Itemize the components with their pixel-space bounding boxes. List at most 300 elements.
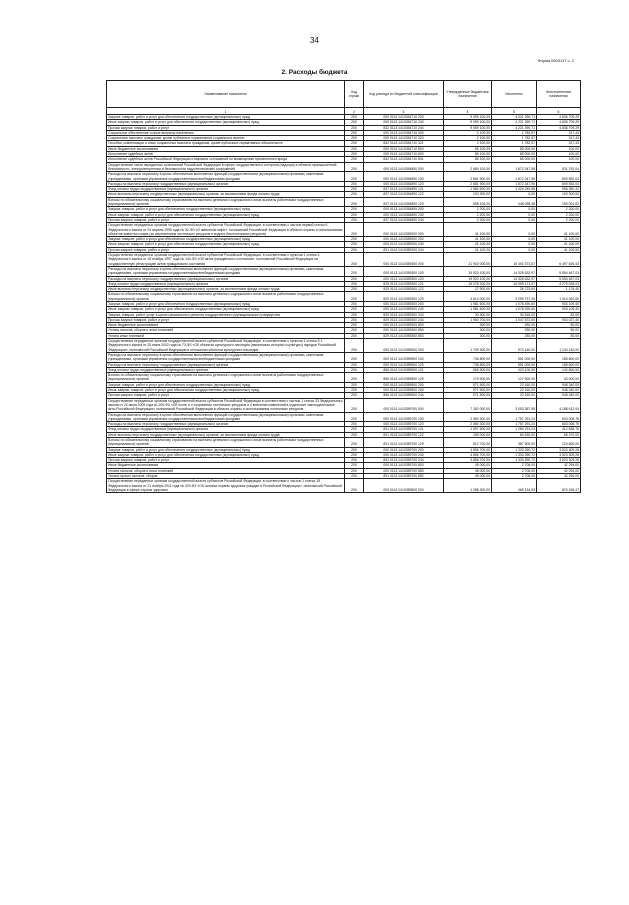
- cell-line-code: 200: [345, 323, 364, 328]
- cell-unexecuted: 100,00: [537, 157, 581, 162]
- column-number: 5: [492, 108, 537, 115]
- cell-budget-code: 856 0113 1410359500 121: [364, 367, 444, 372]
- cell-line-code: 200: [345, 474, 364, 479]
- cell-line-code: 200: [345, 172, 364, 182]
- cell-line-code: 200: [345, 432, 364, 437]
- header-unexecuted-appropriations: Неисполненные назначения: [537, 81, 581, 108]
- cell-budget-code: 829 0113 1410359300 244: [364, 317, 444, 322]
- table-row: [107, 412, 581, 422]
- cell-indicator-name: Уплата налогов, сборов и иных платежей: [107, 468, 345, 473]
- cell-line-code: 200: [345, 146, 364, 151]
- cell-approved: 1 709 300,00: [444, 339, 492, 353]
- cell-executed: 574 160,00: [492, 339, 537, 353]
- cell-line-code: 200: [345, 242, 364, 247]
- cell-executed: 2 706,00: [492, 474, 537, 479]
- cell-indicator-name: Закупка товаров, работ и услуг для обеспечения государственных (муниципальных) нужд: [107, 115, 345, 120]
- cell-indicator-name: Прочая закупка товаров, работ и услуг: [107, 247, 345, 252]
- cell-unexecuted: 185 800,00: [537, 352, 581, 362]
- cell-line-code: 200: [345, 266, 364, 276]
- cell-line-code: 200: [345, 393, 364, 398]
- cell-executed: 1 757 291,24: [492, 422, 537, 427]
- column-number: 4: [444, 108, 492, 115]
- cell-budget-code: 000 0113 1410359800 000: [364, 479, 444, 493]
- cell-indicator-name: Закупка товаров, работ и услуг для обеспечения государственных (муниципальных) нужд: [107, 301, 345, 306]
- cell-unexecuted: 317,43: [537, 136, 581, 141]
- cell-indicator-name: Иные выплаты персоналу государственных (муниципальных) органов, за исключением фонда оплаты труда: [107, 192, 345, 197]
- cell-budget-code: 856 0113 1410359500 129: [364, 373, 444, 383]
- cell-budget-code: 000 0113 1410359500 000: [364, 339, 444, 353]
- cell-indicator-name: Расходы на выплаты персоналу государственных (муниципальных) органов: [107, 422, 345, 427]
- cell-budget-code: 829 0113 1410359300 129: [364, 292, 444, 302]
- cell-executed: 0,00: [492, 223, 537, 237]
- cell-unexecuted: 948 340,00: [537, 393, 581, 398]
- cell-unexecuted: 903 027,40: [537, 317, 581, 322]
- cell-indicator-name: Расходы на выплаты персоналу в целях обеспечения выполнения функций государственными (муниципальными) органами, казенными учреждениями, органами управления государственными внебюджетными фондами: [107, 266, 345, 276]
- cell-budget-code: 000 0113 1410359700 100: [364, 412, 444, 422]
- cell-approved: 1 288 300,00: [444, 479, 492, 493]
- cell-indicator-name: Осуществление переданных органам государственной власти субъектов Российской Федерации, в соответствии с пунктом 1 статьи 4 Федерального закона от 15 ноября 1997 года № 143-ФЗ «Об актах гражданского состояния», полномочий Российской Федерации на государственную регистрацию актов гражданского состояния: [107, 253, 345, 267]
- cell-budget-code: 832 0113 1410354710 244: [364, 125, 444, 130]
- cell-line-code: 200: [345, 479, 364, 493]
- cell-executed: 1 333 390,72: [492, 447, 537, 452]
- cell-unexecuted: 2 200,00: [537, 207, 581, 212]
- cell-approved: 1 981 600,00: [444, 301, 492, 306]
- cell-budget-code: 829 0113 1410359300 243: [364, 312, 444, 317]
- cell-indicator-name: Прочая закупка товаров, работ и услуг: [107, 317, 345, 322]
- table-header-row: [107, 81, 581, 108]
- cell-line-code: 200: [345, 352, 364, 362]
- cell-unexecuted: 124 800,00: [537, 438, 581, 448]
- cell-line-code: 200: [345, 223, 364, 237]
- cell-indicator-name: Иные закупки товаров, работ и услуг для обеспечения государственных (муниципальных) нужд: [107, 120, 345, 125]
- cell-executed: 1 333 390,72: [492, 452, 537, 457]
- cell-executed: 26 723,60: [492, 287, 537, 292]
- cell-indicator-name: Иные выплаты персоналу государственных (муниципальных) органов, за исключением фонда оплаты труда: [107, 287, 345, 292]
- cell-indicator-name: Иные бюджетные ассигнования: [107, 146, 345, 151]
- cell-budget-code: 000 0113 1410359300 850: [364, 328, 444, 333]
- cell-executed: 2 706,00: [492, 468, 537, 473]
- cell-unexecuted: 823 165,47: [537, 479, 581, 493]
- cell-line-code: 200: [345, 307, 364, 312]
- cell-budget-code: 831 0113 1410359700 244: [364, 458, 444, 463]
- cell-indicator-name: Закупка товаров, работ, услуг в целях капитального ремонта государственного (муниципального) имущества: [107, 312, 345, 317]
- header-line-code: Код строки: [345, 81, 364, 108]
- cell-line-code: 200: [345, 152, 364, 157]
- cell-budget-code: 000 0113 1410354710 800: [364, 146, 444, 151]
- cell-approved: 85 100,00: [444, 157, 492, 162]
- cell-approved: 598 100,00: [444, 197, 492, 207]
- cell-executed: 1 872 347,96: [492, 181, 537, 186]
- cell-budget-code: 000 0113 1410359200 000: [364, 223, 444, 237]
- column-number: 6: [537, 108, 581, 115]
- cell-line-code: 200: [345, 312, 364, 317]
- cell-approved: 2 684 100,00: [444, 162, 492, 172]
- cell-indicator-name: Прочая закупка товаров, работ и услуг: [107, 458, 345, 463]
- cell-unexecuted: 50,00: [537, 323, 581, 328]
- cell-unexecuted: 3 523 309,28: [537, 447, 581, 452]
- cell-approved: 2 100,00: [444, 130, 492, 135]
- cell-approved: 1 697 600,00: [444, 427, 492, 432]
- cell-indicator-name: Исполнение судебных актов: [107, 152, 345, 157]
- cell-unexecuted: 100,00: [537, 152, 581, 157]
- cell-line-code: 200: [345, 382, 364, 387]
- cell-line-code: 200: [345, 141, 364, 146]
- cell-unexecuted: 1 176,40: [537, 287, 581, 292]
- cell-budget-code: 000 0113 1410359700 850: [364, 468, 444, 473]
- cell-executed: 85 000,00: [492, 157, 537, 162]
- cell-indicator-name: Взносы по обязательному социальному страхованию на выплаты денежного содержания и иные выплаты работникам государственных (муниципальных) органов: [107, 197, 345, 207]
- cell-line-code: 200: [345, 367, 364, 372]
- cell-executed: 23 160,00: [492, 382, 537, 387]
- cell-indicator-name: Расходы на выплаты персоналу в целях обеспечения выполнения функций государственными (муниципальными) органами, казенными учреждениями, органами управления государственными внебюджетными фондами: [107, 172, 345, 182]
- cell-unexecuted: 103 300,00: [537, 192, 581, 197]
- cell-unexecuted: 809 552,04: [537, 172, 581, 182]
- cell-budget-code: 000 0113 1410359300 000: [364, 253, 444, 267]
- cell-line-code: 200: [345, 317, 364, 322]
- cell-approved: 41 100,00: [444, 223, 492, 237]
- cell-unexecuted: 185 800,00: [537, 362, 581, 367]
- cell-unexecuted: 4 836 709,29: [537, 125, 581, 130]
- cell-budget-code: 000 0113 1410354890 120: [364, 181, 444, 186]
- form-code: Форма 0503117 с. 2: [537, 58, 574, 63]
- cell-approved: 15 278 200,00: [444, 281, 492, 286]
- table-row: [107, 398, 581, 412]
- cell-line-code: 200: [345, 115, 364, 120]
- cell-indicator-name: Фонд оплаты труда государственных (муниципальных) органов: [107, 427, 345, 432]
- cell-executed: 23 160,00: [492, 393, 537, 398]
- cell-indicator-name: Фонд оплаты труда государственных (муниципальных) органов: [107, 187, 345, 192]
- cell-executed: 1 782,57: [492, 141, 537, 146]
- cell-unexecuted: 42 294,00: [537, 474, 581, 479]
- cell-indicator-name: Взносы по обязательному социальному страхованию на выплаты денежного содержания и иные выплаты работникам государственных (муниципальных) органов: [107, 438, 345, 448]
- cell-budget-code: 000 0113 1410359200 200: [364, 237, 444, 242]
- cell-indicator-name: Закупка товаров, работ и услуг для обеспечения государственных (муниципальных) нужд: [107, 447, 345, 452]
- cell-unexecuted: 5 594 467,03: [537, 266, 581, 276]
- cell-budget-code: 832 0113 1410354710 831: [364, 157, 444, 162]
- cell-executed: 4 221 390,71: [492, 115, 537, 120]
- cell-executed: 0,00: [492, 217, 537, 222]
- cell-approved: 170 900,00: [444, 373, 492, 383]
- cell-approved: 150 000,00: [444, 432, 492, 437]
- cell-approved: 9 059 100,00: [444, 115, 492, 120]
- cell-line-code: 200: [345, 468, 364, 473]
- column-number: 2: [345, 108, 364, 115]
- cell-unexecuted: 903 109,40: [537, 307, 581, 312]
- cell-budget-code: 837 0113 1410354890 244: [364, 217, 444, 222]
- cell-line-code: 200: [345, 412, 364, 422]
- cell-budget-code: 831 0113 1410359700 852: [364, 474, 444, 479]
- cell-indicator-name: Прочая закупка товаров, работ и услуг: [107, 217, 345, 222]
- cell-executed: 1 872 347,96: [492, 172, 537, 182]
- cell-unexecuted: 603 008,76: [537, 412, 581, 422]
- cell-indicator-name: Взносы по обязательному социальному страхованию на выплаты денежного содержания и иные выплаты работникам государственных (муниципальных) органов: [107, 292, 345, 302]
- table-row: [107, 352, 581, 362]
- cell-approved: 2 681 900,00: [444, 181, 492, 186]
- cell-approved: 4 614 000,00: [444, 292, 492, 302]
- cell-executed: 1 872 347,98: [492, 162, 537, 172]
- cell-indicator-name: Иные закупки товаров, работ и услуг для обеспечения государственных (муниципальных) нужд: [107, 212, 345, 217]
- table-row: [107, 292, 581, 302]
- cell-indicator-name: Иные закупки товаров, работ и услуг для обеспечения государственных (муниципальных) нужд: [107, 452, 345, 457]
- cell-approved: 736 800,00: [444, 362, 492, 367]
- cell-approved: 9 059 100,00: [444, 125, 492, 130]
- cell-line-code: 200: [345, 197, 364, 207]
- cell-executed: 23 160,00: [492, 388, 537, 393]
- cell-line-code: 200: [345, 447, 364, 452]
- cell-budget-code: 000 0113 1410354710 830: [364, 152, 444, 157]
- cell-budget-code: 837 0113 1410354890 122: [364, 192, 444, 197]
- header-approved-appropriations: Утвержденные бюджетные назначения: [444, 81, 492, 108]
- cell-approved: 7 282 000,00: [444, 398, 492, 412]
- cell-line-code: 200: [345, 162, 364, 172]
- cell-indicator-name: Уплата налогов, сборов и иных платежей: [107, 328, 345, 333]
- cell-budget-code: 829 0113 1410359300 122: [364, 287, 444, 292]
- cell-budget-code: 000 0113 1410359500 100: [364, 352, 444, 362]
- cell-executed: 250,00: [492, 328, 537, 333]
- table-row: [107, 197, 581, 207]
- cell-budget-code: 856 0113 1410359500 244: [364, 393, 444, 398]
- cell-budget-code: 831 0113 1410359700 129: [364, 438, 444, 448]
- cell-budget-code: 000 0113 1410359700 240: [364, 452, 444, 457]
- cell-budget-code: 000 0113 1410354890 000: [364, 162, 444, 172]
- cell-unexecuted: 4 188 612,04: [537, 398, 581, 412]
- header-executed: Исполнено: [492, 81, 537, 108]
- cell-unexecuted: 43 000,00: [537, 373, 581, 383]
- cell-line-code: 200: [345, 458, 364, 463]
- cell-line-code: 200: [345, 422, 364, 427]
- cell-budget-code: 000 0113 1410359200 240: [364, 242, 444, 247]
- cell-executed: 1 078 490,60: [492, 301, 537, 306]
- cell-executed: 465 134,53: [492, 479, 537, 493]
- cell-line-code: 200: [345, 398, 364, 412]
- cell-unexecuted: 948 340,00: [537, 388, 581, 393]
- cell-unexecuted: 903 109,40: [537, 301, 581, 306]
- cell-unexecuted: 948 340,00: [537, 382, 581, 387]
- cell-unexecuted: 556 350,42: [537, 187, 581, 192]
- cell-line-code: 200: [345, 276, 364, 281]
- cell-line-code: 200: [345, 281, 364, 286]
- table-row: [107, 162, 581, 172]
- cell-budget-code: 831 0113 1410359700 121: [364, 427, 444, 432]
- cell-budget-code: 000 0113 1410354710 300: [364, 130, 444, 135]
- cell-unexecuted: 3 523 309,28: [537, 458, 581, 463]
- cell-budget-code: 831 0113 1410359700 122: [364, 432, 444, 437]
- cell-approved: 565 900,00: [444, 367, 492, 372]
- cell-budget-code: 832 0113 1410354710 321: [364, 141, 444, 146]
- cell-approved: 41 100,00: [444, 242, 492, 247]
- cell-approved: 4 856 700,00: [444, 458, 492, 463]
- cell-approved: 85 100,00: [444, 146, 492, 151]
- cell-approved: 30 900,00: [444, 312, 492, 317]
- table-row: [107, 339, 581, 353]
- cell-indicator-name: Фонд оплаты труда государственных (муниципальных) органов: [107, 281, 345, 286]
- cell-approved: 21 902 000,00: [444, 253, 492, 267]
- cell-approved: 1 980 600,00: [444, 187, 492, 192]
- cell-indicator-name: Фонд оплаты труда государственных (муниципальных) органов: [107, 367, 345, 372]
- cell-indicator-name: Осуществление части переданных полномочий Российской Федерации в сфере государственного контроля (надзора) в области промышленной безопасности, электроэнергетики и безопасности гидротехнических сооружений: [107, 162, 345, 172]
- cell-line-code: 200: [345, 287, 364, 292]
- cell-unexecuted: 100,00: [537, 146, 581, 151]
- cell-indicator-name: Иные закупки товаров, работ и услуг для обеспечения государственных (муниципальных) нужд: [107, 307, 345, 312]
- cell-unexecuted: 412 838,76: [537, 427, 581, 432]
- cell-unexecuted: 317,43: [537, 130, 581, 135]
- column-number: 1: [107, 108, 345, 115]
- cell-approved: 2 100,00: [444, 141, 492, 146]
- cell-indicator-name: Расходы на выплаты персоналу в целях обеспечения выполнения функций государственными (муниципальными) органами, казенными учреждениями, органами управления государственными внебюджетными фондами: [107, 352, 345, 362]
- cell-indicator-name: Закупка товаров, работ и услуг для обеспечения государственных (муниципальных) нужд: [107, 382, 345, 387]
- table-row: [107, 373, 581, 383]
- cell-line-code: 200: [345, 328, 364, 333]
- cell-approved: 300,00: [444, 328, 492, 333]
- cell-budget-code: 831 0113 1410359200 244: [364, 247, 444, 252]
- cell-approved: 2 681 900,00: [444, 172, 492, 182]
- expenses-table: [106, 80, 581, 493]
- table-row: [107, 479, 581, 493]
- cell-executed: 14 325 632,97: [492, 266, 537, 276]
- cell-line-code: 200: [345, 292, 364, 302]
- cell-approved: 2 360 300,00: [444, 422, 492, 427]
- cell-executed: 448 098,38: [492, 197, 537, 207]
- cell-unexecuted: 42 294,00: [537, 463, 581, 468]
- cell-executed: 3 299 737,40: [492, 292, 537, 302]
- cell-line-code: 200: [345, 181, 364, 186]
- cell-unexecuted: 65 370,00: [537, 432, 581, 437]
- cell-budget-code: 000 0113 1410359500 200: [364, 382, 444, 387]
- cell-executed: 1 782,57: [492, 130, 537, 135]
- cell-indicator-name: Иные бюджетные ассигнования: [107, 323, 345, 328]
- cell-executed: 84 630,00: [492, 432, 537, 437]
- cell-indicator-name: Расходы на выплаты персоналу государственных (муниципальных) органов: [107, 362, 345, 367]
- cell-unexecuted: 41 100,00: [537, 237, 581, 242]
- cell-approved: 971 500,00: [444, 393, 492, 398]
- table-row: [107, 253, 581, 267]
- cell-line-code: 200: [345, 253, 364, 267]
- cell-line-code: 200: [345, 207, 364, 212]
- cell-unexecuted: 5 594 467,03: [537, 276, 581, 281]
- cell-unexecuted: 811 752,04: [537, 162, 581, 172]
- cell-indicator-name: Расходы на выплаты персоналу государственных (муниципальных) органов: [107, 276, 345, 281]
- cell-executed: 1 284 761,24: [492, 427, 537, 432]
- column-number-row: [107, 108, 581, 115]
- page-number: 34: [310, 36, 319, 45]
- cell-line-code: 200: [345, 427, 364, 432]
- cell-line-code: 200: [345, 301, 364, 306]
- cell-budget-code: 837 0113 1410354890 121: [364, 187, 444, 192]
- cell-budget-code: 837 0113 1410354890 129: [364, 197, 444, 207]
- cell-executed: 551 000,00: [492, 362, 537, 367]
- cell-approved: 2 200,00: [444, 212, 492, 217]
- cell-executed: 0,00: [492, 207, 537, 212]
- cell-executed: 85 000,00: [492, 146, 537, 151]
- cell-approved: 512 700,00: [444, 438, 492, 448]
- cell-approved: 85 100,00: [444, 152, 492, 157]
- cell-approved: 27 900,00: [444, 287, 492, 292]
- cell-executed: 0,00: [492, 192, 537, 197]
- cell-indicator-name: Иные бюджетные ассигнования: [107, 463, 345, 468]
- cell-line-code: 200: [345, 237, 364, 242]
- cell-executed: 3 093 387,98: [492, 398, 537, 412]
- cell-unexecuted: 42 294,00: [537, 468, 581, 473]
- cell-unexecuted: 2 200,00: [537, 212, 581, 217]
- cell-indicator-name: Прочая закупка товаров, работ и услуг: [107, 125, 345, 130]
- cell-line-code: 200: [345, 136, 364, 141]
- cell-approved: 45 000,00: [444, 474, 492, 479]
- cell-line-code: 200: [345, 120, 364, 125]
- cell-line-code: 200: [345, 362, 364, 367]
- cell-unexecuted: 6 497 626,43: [537, 253, 581, 267]
- cell-line-code: 200: [345, 247, 364, 252]
- cell-line-code: 200: [345, 192, 364, 197]
- cell-budget-code: 000 0113 1410354890 240: [364, 212, 444, 217]
- cell-indicator-name: Закупка товаров, работ и услуг для обеспечения государственных (муниципальных) нужд: [107, 237, 345, 242]
- cell-approved: 19 920 100,00: [444, 276, 492, 281]
- cell-line-code: 200: [345, 373, 364, 383]
- cell-budget-code: 000 0113 1410359700 800: [364, 463, 444, 468]
- cell-indicator-name: Взносы по обязательному социальному страхованию на выплаты денежного содержания и иные выплаты работникам государственных (муниципальных) органов: [107, 373, 345, 383]
- cell-line-code: 200: [345, 217, 364, 222]
- cell-indicator-name: Исполнение судебных актов Российской Федерации и мировых соглашений по возмещению причиненного вреда: [107, 157, 345, 162]
- cell-budget-code: 000 0113 1410359500 240: [364, 388, 444, 393]
- cell-line-code: 200: [345, 333, 364, 338]
- cell-indicator-name: Пособия, компенсации и иные социальные выплаты гражданам, кроме публичных нормативных обязательств: [107, 141, 345, 146]
- cell-unexecuted: 82,00: [537, 312, 581, 317]
- cell-executed: 15 404 373,57: [492, 253, 537, 267]
- cell-unexecuted: 41 100,00: [537, 242, 581, 247]
- cell-executed: 0,00: [492, 242, 537, 247]
- cell-executed: 10 999 171,97: [492, 281, 537, 286]
- cell-approved: 2 200,00: [444, 217, 492, 222]
- cell-budget-code: 829 0113 1410359300 121: [364, 281, 444, 286]
- cell-line-code: 200: [345, 130, 364, 135]
- cell-approved: 300,00: [444, 323, 492, 328]
- cell-line-code: 200: [345, 157, 364, 162]
- cell-line-code: 200: [345, 452, 364, 457]
- cell-approved: 300,00: [444, 333, 492, 338]
- cell-indicator-name: Социальные выплаты гражданам, кроме публичных нормативных социальных выплат: [107, 136, 345, 141]
- table-row: [107, 438, 581, 448]
- table-row: [107, 172, 581, 182]
- cell-line-code: 200: [345, 339, 364, 353]
- cell-budget-code: 000 0113 1410354890 200: [364, 207, 444, 212]
- cell-unexecuted: 142 800,00: [537, 367, 581, 372]
- cell-line-code: 200: [345, 187, 364, 192]
- cell-approved: 4 856 700,00: [444, 447, 492, 452]
- cell-budget-code: 000 0113 1410359300 200: [364, 301, 444, 306]
- cell-approved: 41 100,00: [444, 237, 492, 242]
- cell-unexecuted: 3 523 309,28: [537, 452, 581, 457]
- cell-line-code: 200: [345, 388, 364, 393]
- cell-executed: 127 900,00: [492, 373, 537, 383]
- cell-budget-code: 000 0113 1410359700 120: [364, 422, 444, 427]
- cell-budget-code: 000 0113 1410354890 100: [364, 172, 444, 182]
- cell-budget-code: 000 0113 1410359500 120: [364, 362, 444, 367]
- cell-unexecuted: 41 100,00: [537, 223, 581, 237]
- cell-executed: 1 424 249,58: [492, 187, 537, 192]
- cell-executed: 250,00: [492, 323, 537, 328]
- cell-executed: 0,00: [492, 237, 537, 242]
- cell-approved: 45 000,00: [444, 463, 492, 468]
- cell-budget-code: 000 0113 1410359300 240: [364, 307, 444, 312]
- cell-approved: 971 500,00: [444, 382, 492, 387]
- cell-executed: 1 782,57: [492, 136, 537, 141]
- cell-executed: 423 100,00: [492, 367, 537, 372]
- cell-unexecuted: 150 001,62: [537, 197, 581, 207]
- cell-approved: 2 100,00: [444, 136, 492, 141]
- cell-unexecuted: 4 279 028,03: [537, 281, 581, 286]
- cell-approved: 4 856 700,00: [444, 452, 492, 457]
- cell-executed: 1 078 490,60: [492, 307, 537, 312]
- cell-budget-code: 000 0113 1410354710 200: [364, 115, 444, 120]
